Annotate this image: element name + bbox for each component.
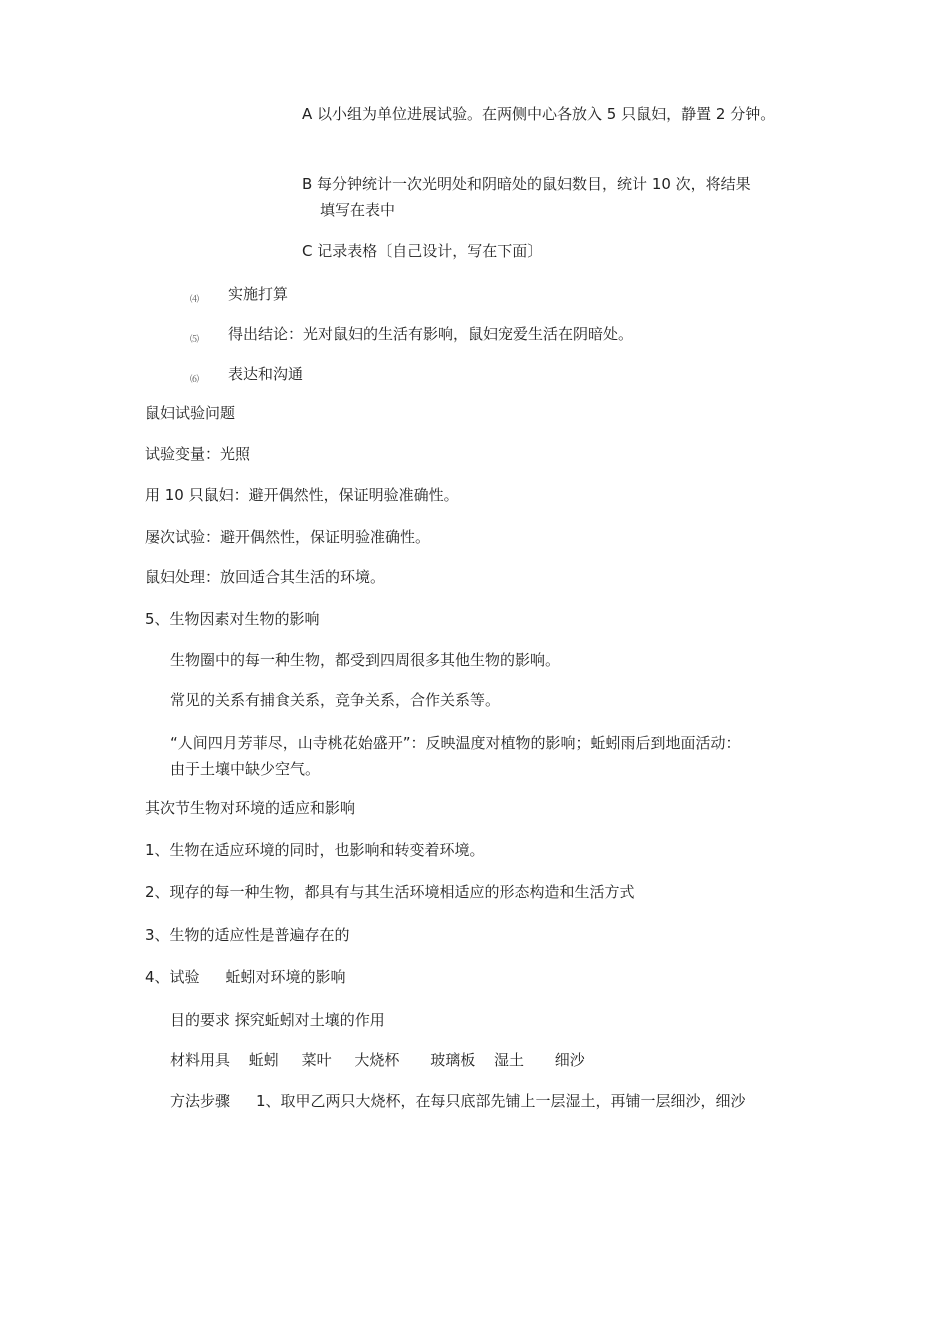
method-text: 1、取甲乙两只大烧杯，在每只底部先铺上一层湿土，再铺一层细沙，细沙 (256, 1092, 746, 1110)
repeat-line: 屡次试验：避开偶然性，保证明验准确性。 (145, 528, 431, 546)
step-b-line2: 填写在表中 (320, 201, 396, 219)
step-c: C 记录表格〔自己设计，写在下面〕 (302, 242, 543, 260)
section-2-heading: 其次节生物对环境的适应和影响 (145, 799, 356, 817)
method-label: 方法步骤 (170, 1092, 231, 1110)
point-2: 2、现存的每一种生物，都具有与其生活环境相适应的形态构造和生活方式 (145, 883, 635, 901)
material-item: 蚯蚓 (248, 1051, 279, 1069)
item4-number: ⑷ (190, 295, 200, 305)
point-4 (145, 967, 346, 987)
materials-line (170, 1050, 585, 1070)
material-item: 细沙 (554, 1051, 585, 1069)
item4-text: 实施打算 (228, 285, 289, 303)
point-4-title: 蚯蚓对环境的影响 (225, 968, 346, 986)
point-4-label: 4、试验 (145, 968, 200, 986)
material-item: 菜叶 (301, 1051, 332, 1069)
heading-problem: 鼠妇试验问题 (145, 404, 236, 422)
step-b-line1: B 每分钟统计一次光明处和阴暗处的鼠妇数目，统计 10 次，将结果 (302, 175, 751, 193)
section-5-paragraph-1: 生物圈中的每一种生物，都受到四周很多其他生物的影响。 (170, 651, 561, 669)
item6-text: 表达和沟通 (228, 365, 304, 383)
point-1: 1、生物在适应环境的同时，也影响和转变着环境。 (145, 841, 485, 859)
ten-line: 用 10 只鼠妇：避开偶然性，保证明验准确性。 (145, 486, 459, 504)
dispose-line: 鼠妇处理：放回适合其生活的环境。 (145, 568, 386, 586)
step-a: A 以小组为单位进展试验。在两侧中心各放入 5 只鼠妇，静置 2 分钟。 (302, 105, 776, 123)
goal-line: 目的要求 探究蚯蚓对土壤的作用 (170, 1011, 385, 1029)
section-5-paragraph-3-line1: “人间四月芳菲尽，山寺桃花始盛开”：反映温度对植物的影响；蚯蚓雨后到地面活动： (170, 734, 741, 752)
method-line (170, 1091, 746, 1111)
item5-number: ⑸ (190, 335, 200, 345)
point-3: 3、生物的适应性是普遍存在的 (145, 926, 350, 944)
material-item: 玻璃板 (430, 1051, 476, 1069)
section-5-paragraph-2: 常见的关系有捕食关系，竞争关系，合作关系等。 (170, 691, 501, 709)
variable-line: 试验变量：光照 (145, 445, 251, 463)
section-5-paragraph-3-line2: 由于土壤中缺少空气。 (170, 760, 321, 778)
material-item: 湿土 (493, 1051, 524, 1069)
item6-number: ⑹ (190, 375, 200, 385)
section-5-heading: 5、生物因素对生物的影响 (145, 610, 320, 628)
materials-label: 材料用具 (170, 1051, 231, 1069)
material-item: 大烧杯 (354, 1051, 400, 1069)
item5-text: 得出结论：光对鼠妇的生活有影响，鼠妇宠爱生活在阴暗处。 (228, 325, 634, 343)
